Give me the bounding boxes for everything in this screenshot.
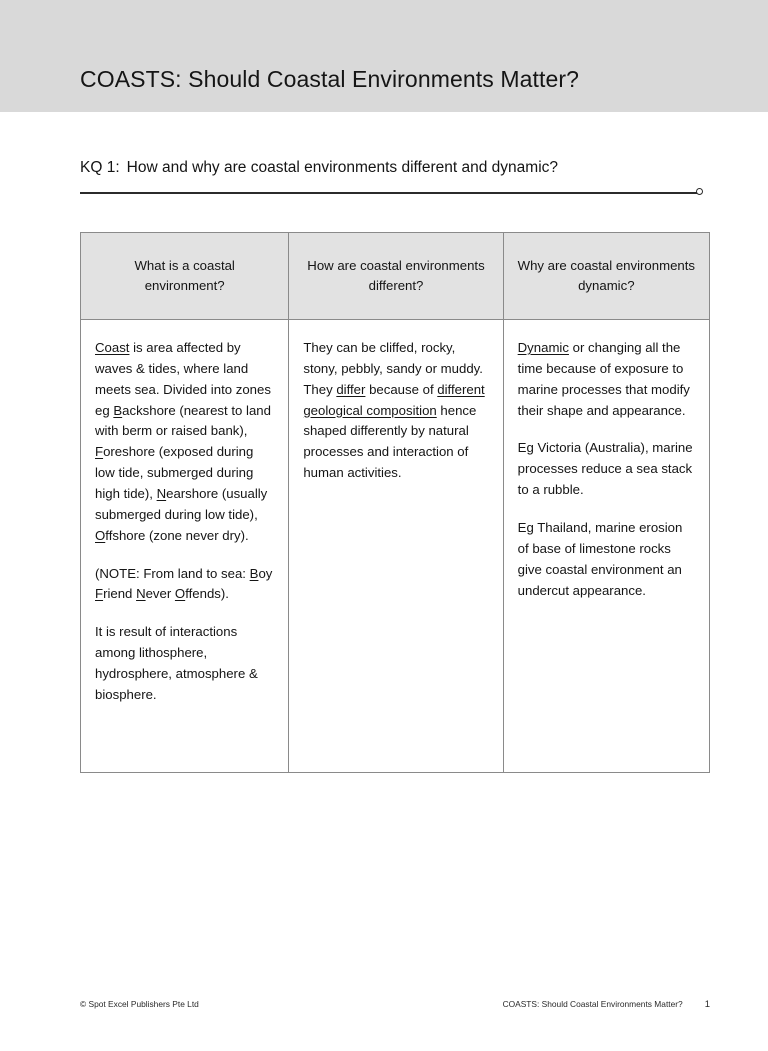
paragraph-example-victoria: Eg Victoria (Australia), marine processes reduce a sea stack to a rubble. [517, 440, 693, 498]
cell-why-are-coastal-environments-dynamic [503, 320, 709, 772]
term-coast: Coast [95, 340, 130, 355]
initial-n-nearshore: N [156, 486, 167, 502]
initial-f-friend: F [95, 586, 104, 602]
initial-o-offshore: O [95, 527, 106, 543]
initial-n-never: N [136, 586, 146, 602]
table-body-row [81, 320, 709, 772]
cell-what-is-coastal-environment [81, 320, 288, 772]
paragraph-differences: They can be cliffed, rocky, stony, pebbly, sandy or muddy. They differ because of different geological composition hence shaped differently by natural processes and interaction of human activities. [303, 340, 485, 481]
column-header-how-are-coastal-environments-different: How are coastal environments different? [288, 233, 502, 319]
key-question-label: KQ 1: [80, 159, 120, 176]
table-header-row [81, 233, 709, 320]
term-different-geological-composition: different geological composition [303, 381, 485, 418]
key-question-heading [80, 159, 558, 177]
column-header-what-is-coastal-environment: What is a coastal environment? [134, 257, 235, 293]
term-dynamic: Dynamic [517, 340, 569, 355]
page-footer [80, 999, 710, 1010]
cell-how-are-coastal-environments-different [288, 320, 502, 772]
key-question-text: How and why are coastal environments different and dynamic? [126, 159, 559, 176]
footer-running-title: COASTS: Should Coastal Environments Matter? [502, 999, 683, 1009]
term-differ: differ [336, 381, 366, 397]
title-band [0, 0, 768, 112]
initial-b-boy: B [249, 565, 259, 581]
paragraph-dynamic-definition: Dynamic or changing all the time because of exposure to marine processes that modify their shape and appearance. [517, 340, 690, 418]
column-header-why-are-coastal-environments-dynamic: Why are coastal environments dynamic? [503, 233, 709, 319]
key-question-rule [80, 192, 700, 194]
circle-endpoint-icon [696, 188, 703, 195]
paragraph-coast-definition: Coast is area affected by waves & tides, where land meets sea. Divided into zones eg Backshore (nearest to land with berm or raised bank), Foreshore (exposed during low tide, submerged during high tide), Nearshore (usually submerged during low tide), Offshore (zone never dry). [95, 340, 271, 543]
concept-table [80, 232, 710, 773]
initial-o-offends: O [174, 586, 186, 602]
footer-copyright: © Spot Excel Publishers Pte Ltd [80, 999, 199, 1009]
paragraph-example-thailand: Eg Thailand, marine erosion of base of limestone rocks give coastal environment an undercut appearance. [517, 520, 683, 598]
page-number: 1 [704, 999, 710, 1010]
initial-f-foreshore: F [95, 444, 104, 460]
page-title: COASTS: Should Coastal Environments Matter? [80, 66, 580, 92]
paragraph-mnemonic-note: (NOTE: From land to sea: Boy Friend Never Offends). [95, 565, 273, 602]
paragraph-spheres-interaction: It is result of interactions among lithosphere, hydrosphere, atmosphere & biosphere. [95, 624, 258, 702]
initial-b-backshore: B [113, 402, 123, 418]
footer-right-group [503, 999, 710, 1010]
